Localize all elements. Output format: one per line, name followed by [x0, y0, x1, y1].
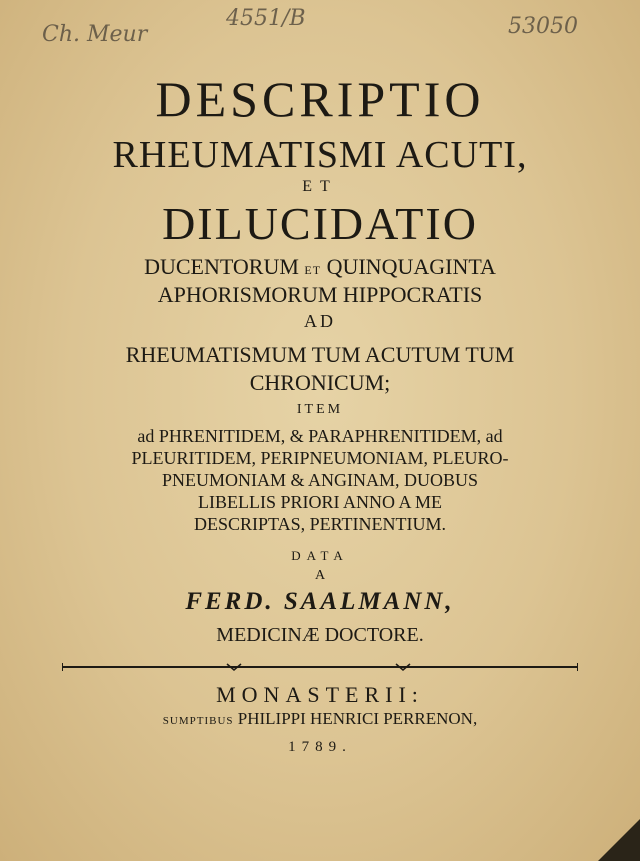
ducentorum-text: DUCENTORUM	[144, 254, 305, 279]
handwritten-note-left: Ch. Meur	[42, 22, 148, 47]
title-line-ducentorum	[0, 254, 640, 280]
title-line-aphorismorum: APHORISMORUM HIPPOCRATIS	[157, 282, 483, 307]
et-small: ET	[304, 263, 322, 277]
imprint-year: 1789.	[288, 739, 352, 755]
title-line-ad: AD	[304, 311, 336, 331]
printer-name: PHILIPPI HENRICI PERRENON,	[233, 709, 478, 728]
title-line-descriptas: DESCRIPTAS, PERTINENTIUM.	[194, 514, 446, 534]
title-line-pleuritidem: PLEURITIDEM, PERIPNEUMONIAM, PLEURO-	[131, 448, 509, 468]
imprint-place: MONASTERII:	[216, 682, 424, 707]
title-line-pneumoniam: PNEUMONIAM & ANGINAM, DUOBUS	[161, 470, 479, 490]
ornamental-rule	[62, 662, 578, 672]
page-corner-shadow	[598, 819, 640, 861]
title-line-descriptio: DESCRIPTIO	[155, 71, 485, 127]
handwritten-shelfmark: 4551/B	[226, 6, 306, 31]
title-line-et: ET	[302, 178, 338, 195]
title-line-chronicum: CHRONICUM;	[249, 370, 391, 395]
title-line-item: ITEM	[296, 402, 344, 417]
title-line-rheumatismum: RHEUMATISMUM TUM ACUTUM TUM	[125, 342, 515, 367]
title-line-libellis: LIBELLIS PRIORI ANNO A ME	[197, 492, 442, 512]
a-word: A	[314, 568, 326, 583]
sumptibus-text: SUMPTIBUS	[162, 715, 234, 727]
title-line-dilucidatio: DILUCIDATIO	[162, 198, 478, 249]
handwritten-number: 53050	[508, 14, 578, 39]
data-word: DATA	[291, 548, 349, 563]
quinquaginta-text: QUINQUAGINTA	[321, 254, 496, 279]
author-role: MEDICINÆ DOCTORE.	[216, 624, 424, 646]
author-name: FERD. SAALMANN,	[185, 588, 455, 615]
title-line-rheumatismi: RHEUMATISMI ACUTI,	[112, 134, 528, 176]
imprint-printer	[0, 709, 640, 729]
title-line-phrenitidem: ad PHRENITIDEM, & PARAPHRENITIDEM, ad	[137, 426, 503, 446]
